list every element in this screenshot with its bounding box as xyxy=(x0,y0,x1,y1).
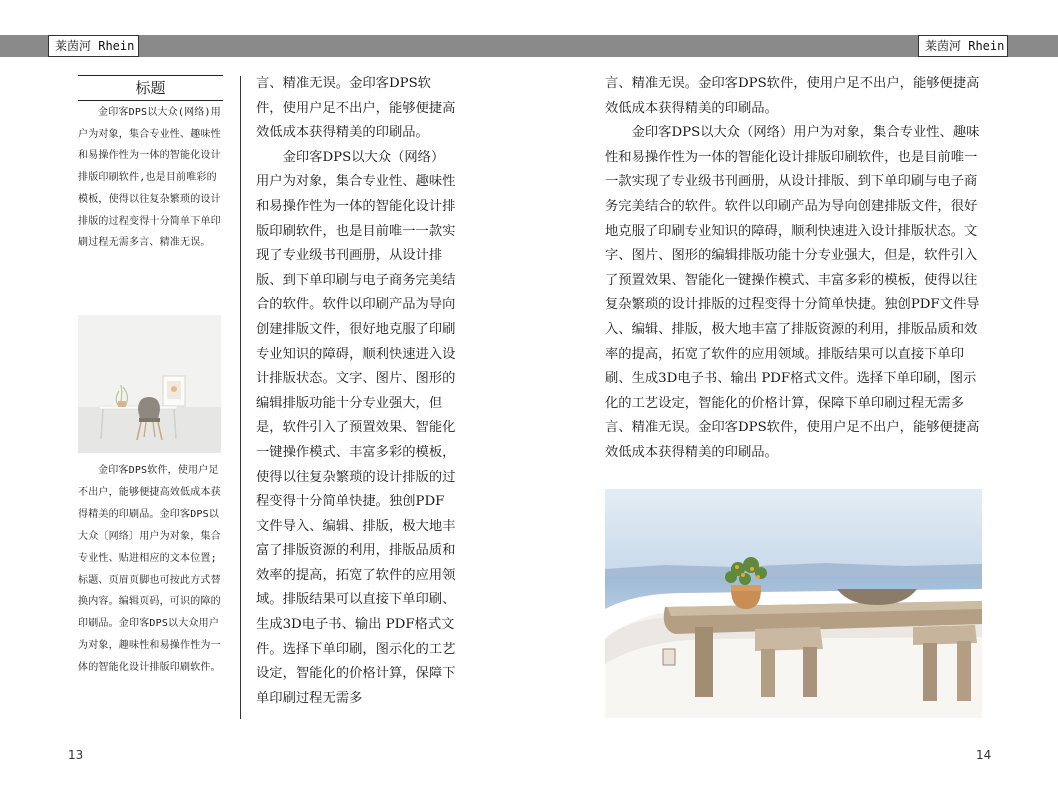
sidebar-title: 标题 xyxy=(78,75,223,101)
sidebar xyxy=(78,75,223,254)
middle-paragraph-1: 言、精准无误。金印客DPS软件，使用户足不出户，能够便捷高效低成本获得精美的印刷品。 xyxy=(256,76,456,141)
desk-chair-photo xyxy=(78,315,221,453)
column-divider xyxy=(240,76,241,719)
sidebar-caption: 金印客DPS软件，使用户足不出户，能够便捷高效低成本获得精美的印刷品。金印客DPS以大众〔网络〕用户为对象，集合专业性、贴进相应的文本位置;标题、页眉页脚也可按此方式替换内容。编辑页码，可识的障的印刷品。金印客DPS以大众用户为对象，趣味性和易操作性为一体的智能化设计排版印刷软件。 xyxy=(78,465,221,674)
page-number-right: 14 xyxy=(976,748,992,762)
middle-paragraph-2: 金印客DPS以大众（网络）用户为对象，集合专业性、趣味性和易操作性为一体的智能化设计排版印刷软件，也是目前唯一一款实现了专业级书刊画册，从设计排版、到下单印刷与电子商务完美结合的软件。软件以印刷产品为导向创建排版文件，很好地克服了印刷专业知识的障碍，顺利快速进入设计排版状态。文字、图片、图形的编辑排版功能十分专业强大，但是，软件引入了预置效果、智能化一键操作模式、丰富多彩的模板，使得以往复杂繁琐的设计排版的过程变得十分简单快捷。独创PDF文件导入、编辑、排版，极大地丰富了排版资源的利用，排版品质和效率的提高，拓宽了软件的应用领域。排版结果可以直接下单印刷、生成3D电子书、输出 PDF格式文件。选择下单印刷，图示化的工艺设定，智能化的价格计算，保障下单印刷过程无需多 xyxy=(256,149,456,706)
right-text-column xyxy=(605,72,983,466)
desk-chair-illustration xyxy=(78,315,221,453)
sidebar-paragraph: 金印客DPS以大众(网络)用户为对象，集合专业性、趣味性和易操作性为一体的智能化设计排版印刷软件,也是目前唯彩的模板，使得以往复杂繁琐的设计排版的过程变得十分简单下单印刷过程无需多言、精准无误。 xyxy=(78,107,221,249)
seaside-terrace-photo xyxy=(605,489,982,718)
middle-text-column xyxy=(256,72,456,711)
right-paragraph-1: 言、精准无误。金印客DPS软件，使用户足不出户，能够便捷高效低成本获得精美的印刷品。 xyxy=(605,76,980,116)
running-header-right: 莱茵河 Rhein xyxy=(918,35,1008,57)
terrace-table-illustration xyxy=(605,489,982,718)
page-number-left: 13 xyxy=(68,748,84,762)
right-paragraph-2: 金印客DPS以大众（网络）用户为对象，集合专业性、趣味性和易操作性为一体的智能化设计排版印刷软件，也是目前唯一一款实现了专业级书刊画册，从设计排版、到下单印刷与电子商务完美结合的软件。软件以印刷产品为导向创建排版文件，很好地克服了印刷专业知识的障碍，顺利快速进入设计排版状态。文字、图片、图形的编辑排版功能十分专业强大，但是，软件引入了预置效果、智能化一键操作模式、丰富多彩的模板，使得以往复杂繁琐的设计排版的过程变得十分简单快捷。独创PDF文件导入、编辑、排版，极大地丰富了排版资源的利用，排版品质和效率的提高，拓宽了软件的应用领域。排版结果可以直接下单印刷、生成3D电子书、输出 PDF格式文件。选择下单印刷，图示化的工艺设定，智能化的价格计算，保障下单印刷过程无需多言、精准无误。金印客DPS软件，使用户足不出户，能够便捷高效低成本获得精美的印刷品。 xyxy=(605,125,980,460)
running-header-left: 莱茵河 Rhein xyxy=(48,35,139,57)
